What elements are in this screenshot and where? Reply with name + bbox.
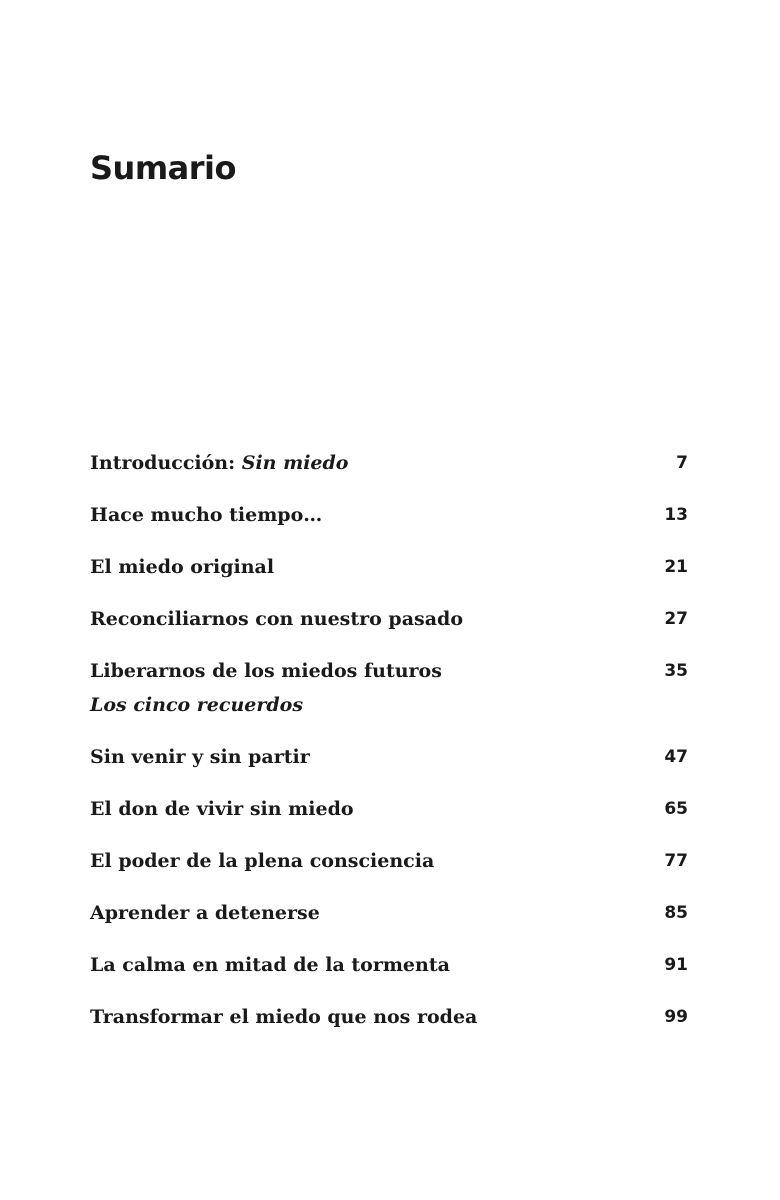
toc-entry-title: El don de vivir sin miedo xyxy=(90,798,354,820)
toc-entry-page-number: 27 xyxy=(664,609,688,629)
toc-entry[interactable] xyxy=(90,844,688,896)
toc-entry-title: Hace mucho tiempo… xyxy=(90,504,323,526)
toc-entry-title-prefix: Introducción: xyxy=(90,452,242,474)
toc-entry-page-number: 85 xyxy=(664,903,688,923)
toc-entry-title: La calma en mitad de la tormenta xyxy=(90,954,450,976)
toc-entry[interactable] xyxy=(90,1000,688,1052)
table-of-contents xyxy=(90,446,688,1052)
toc-entry-title: El miedo original xyxy=(90,556,275,578)
toc-entry-page-number: 99 xyxy=(664,1007,688,1027)
toc-entry-title: El poder de la plena consciencia xyxy=(90,850,435,872)
toc-entry-page-number: 77 xyxy=(664,851,688,871)
toc-entry[interactable] xyxy=(90,602,688,654)
toc-entry-title: Liberarnos de los miedos futuros xyxy=(90,660,442,682)
toc-entry-subtitle: Los cinco recuerdos xyxy=(90,694,304,716)
toc-entry[interactable] xyxy=(90,550,688,602)
toc-entry-page-number: 47 xyxy=(664,747,688,767)
toc-entry-title-italic: Sin miedo xyxy=(241,452,349,474)
toc-entry-introduccion[interactable] xyxy=(90,446,688,498)
toc-entry-title xyxy=(90,446,688,480)
toc-entry-page-number: 65 xyxy=(664,799,688,819)
toc-entry-page-number: 13 xyxy=(664,505,688,525)
toc-entry[interactable] xyxy=(90,896,688,948)
toc-entry[interactable] xyxy=(90,654,688,740)
toc-entry[interactable] xyxy=(90,792,688,844)
toc-entry-title: Aprender a detenerse xyxy=(90,902,320,924)
toc-entry-page-number: 91 xyxy=(664,955,688,975)
toc-entry-title: Reconciliarnos con nuestro pasado xyxy=(90,608,463,630)
toc-entry-title: Transformar el miedo que nos rodea xyxy=(90,1006,478,1028)
toc-entry[interactable] xyxy=(90,498,688,550)
toc-entry[interactable] xyxy=(90,948,688,1000)
toc-entry-title: Sin venir y sin partir xyxy=(90,746,310,768)
toc-entry[interactable] xyxy=(90,740,688,792)
toc-entry-page-number: 35 xyxy=(664,661,688,681)
toc-entry-page-number: 7 xyxy=(676,453,688,473)
toc-entry-page-number: 21 xyxy=(664,557,688,577)
page-title: Sumario xyxy=(90,149,236,187)
